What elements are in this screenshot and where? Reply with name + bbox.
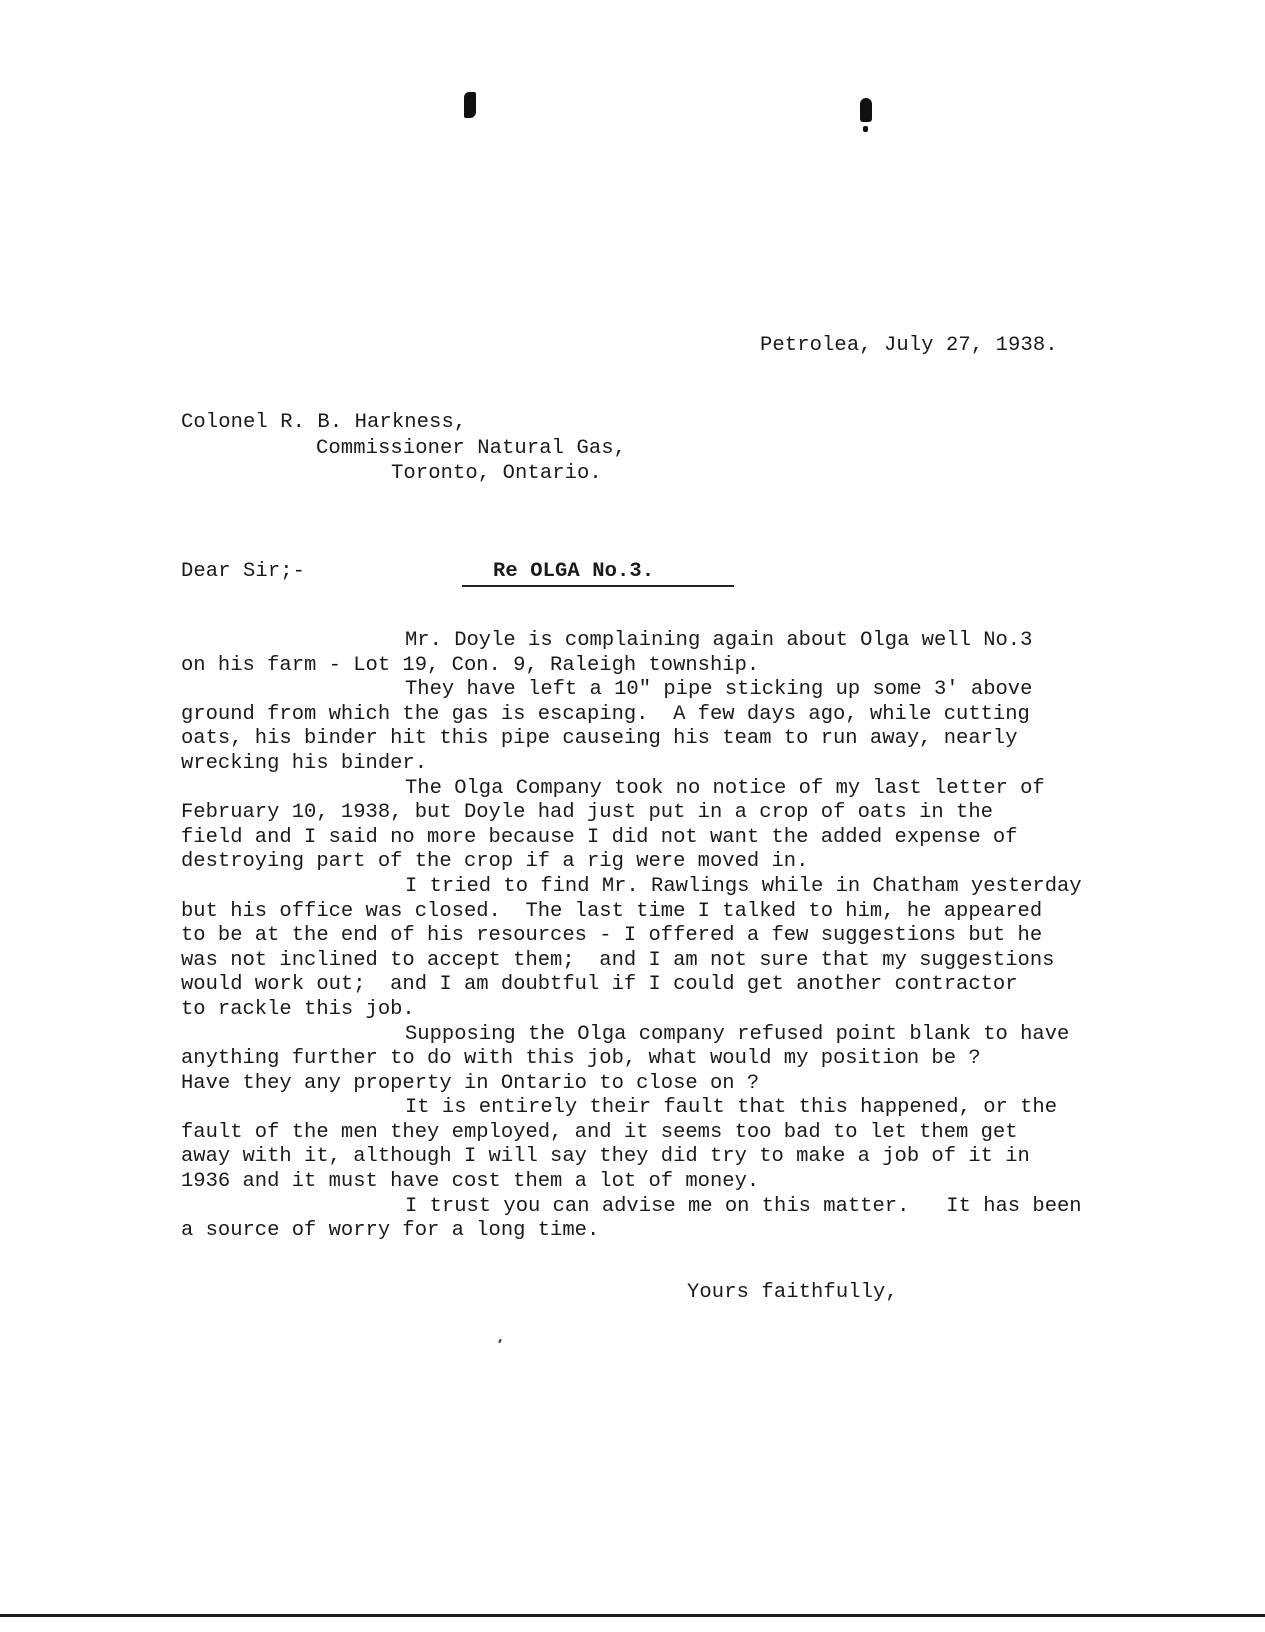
body-line (181, 1219, 1082, 1244)
body-line (181, 1170, 1082, 1195)
body-line-text: 1936 and it must have cost them a lot of money. (181, 1170, 760, 1194)
punch-mark-right (860, 98, 872, 122)
body-line-text: wrecking his binder. (181, 751, 428, 775)
body-line-text: on his farm - Lot 19, Con. 9, Raleigh township. (181, 653, 760, 677)
body-line (181, 1145, 1082, 1170)
body-line-text: February 10, 1938, but Doyle had just put in a crop of oats in the (181, 801, 993, 825)
body-line (181, 801, 1082, 826)
body-line (181, 1072, 1082, 1097)
body-line-text: Supposing the Olga company refused point blank to have (405, 1022, 1070, 1046)
body-line (181, 1121, 1082, 1146)
body-line-text: away with it, although I will say they did try to make a job of it in (181, 1145, 1030, 1169)
subject-underline (462, 585, 734, 587)
recipient-location: Toronto, Ontario. (391, 462, 602, 485)
body-line (181, 1096, 1082, 1121)
body-line (181, 1047, 1082, 1072)
body-line (181, 973, 1082, 998)
body-line-text: to be at the end of his resources - I offered a few suggestions but he (181, 924, 1043, 948)
body-line (181, 678, 1082, 703)
letter-date: Petrolea, July 27, 1938. (760, 334, 1058, 357)
body-line (181, 1023, 1082, 1048)
body-line-text: was not inclined to accept them; and I am not sure that my suggestions (181, 948, 1055, 972)
body-line-text: would work out; and I am doubtful if I could get another contractor (181, 973, 1018, 997)
subject-line: Re OLGA No.3. (493, 560, 655, 583)
body-line-text: I trust you can advise me on this matter. It has been (405, 1194, 1082, 1218)
body-line (181, 875, 1082, 900)
punch-mark-left (464, 92, 476, 118)
body-line-text: destroying part of the crop if a rig were moved in. (181, 850, 809, 874)
recipient-name: Colonel R. B. Harkness, (181, 411, 467, 434)
letter-body (181, 629, 1082, 1244)
body-line (181, 777, 1082, 802)
body-line-text: I tried to find Mr. Rawlings while in Chatham yesterday (405, 874, 1082, 898)
body-line-text: Have they any property in Ontario to close on ? (181, 1071, 760, 1095)
body-line-text: to rackle this job. (181, 997, 415, 1021)
body-line (181, 629, 1082, 654)
body-line-text: fault of the men they employed, and it seems too bad to let them get (181, 1120, 1018, 1144)
body-line (181, 924, 1082, 949)
body-line (181, 949, 1082, 974)
body-line (181, 900, 1082, 925)
body-line (181, 752, 1082, 777)
body-line-text: but his office was closed. The last time I talked to him, he appeared (181, 899, 1043, 923)
body-line-text: Mr. Doyle is complaining again about Olga well No.3 (405, 629, 1033, 652)
body-line-text: anything further to do with this job, what would my position be ? (181, 1047, 981, 1071)
body-line (181, 850, 1082, 875)
body-line (181, 1195, 1082, 1220)
paper-speck (498, 1339, 502, 1343)
body-line-text: oats, his binder hit this pipe causeing his team to run away, nearly (181, 727, 1018, 751)
body-line-text: field and I said no more because I did not want the added expense of (181, 825, 1018, 849)
body-line (181, 998, 1082, 1023)
closing: Yours faithfully, (687, 1281, 898, 1304)
body-line (181, 727, 1082, 752)
body-line-text: ground from which the gas is escaping. A few days ago, while cutting (181, 702, 1030, 726)
body-line-text: a source of worry for a long time. (181, 1219, 600, 1243)
body-line-text: It is entirely their fault that this happened, or the (405, 1096, 1058, 1120)
body-line (181, 826, 1082, 851)
scan-edge-line (0, 1614, 1265, 1617)
body-line (181, 654, 1082, 679)
salutation: Dear Sir;- (181, 560, 306, 583)
recipient-title: Commissioner Natural Gas, (316, 437, 627, 460)
body-line-text: They have left a 10" pipe sticking up some 3' above (405, 678, 1033, 702)
body-line-text: The Olga Company took no notice of my last letter of (405, 776, 1045, 800)
body-line (181, 703, 1082, 728)
